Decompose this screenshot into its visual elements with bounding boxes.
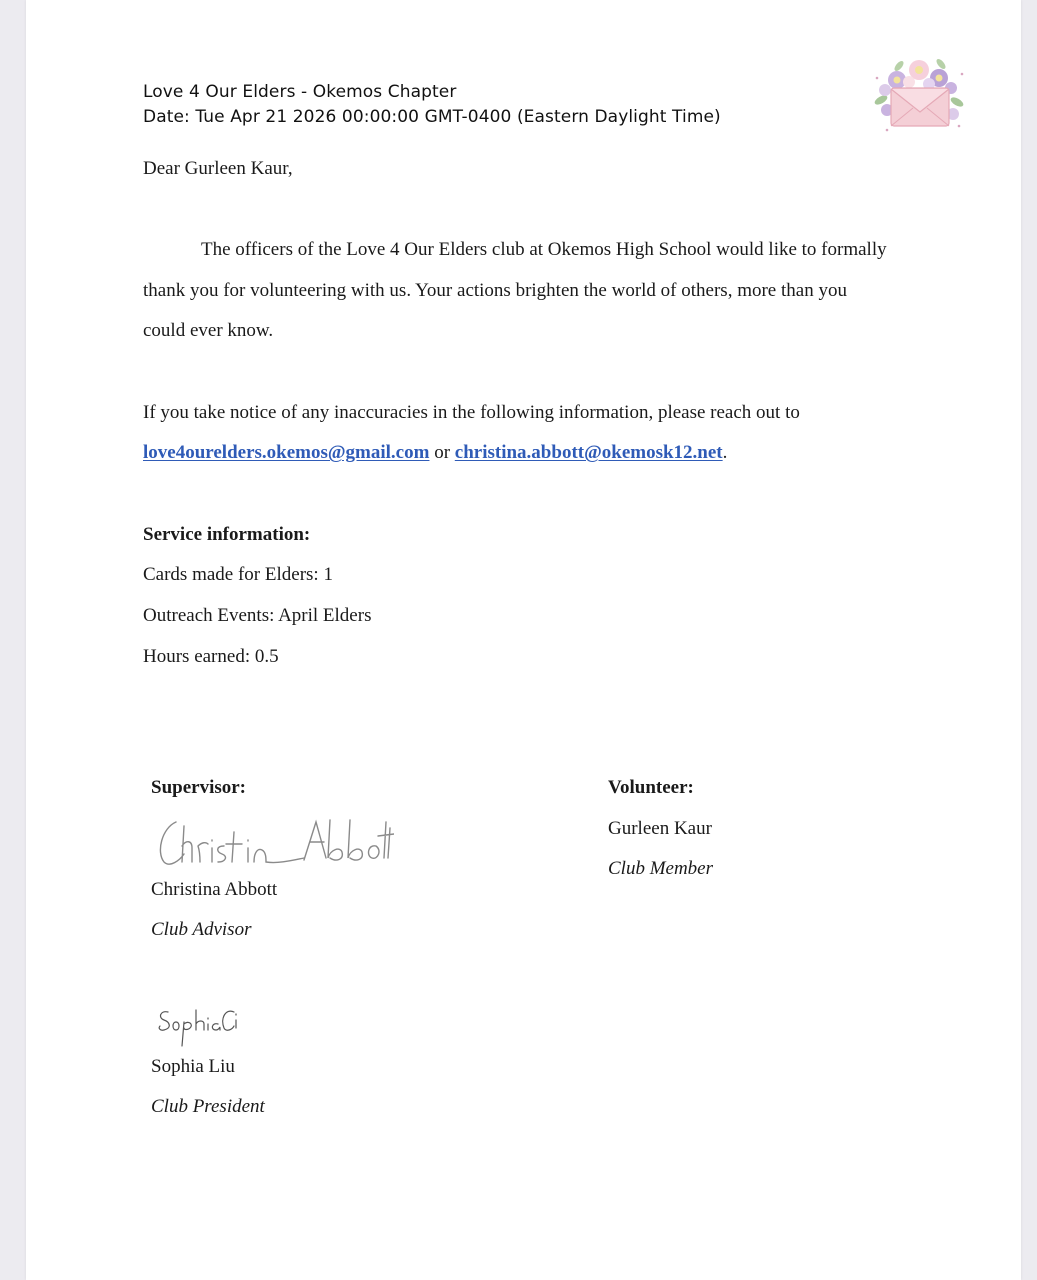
contact-paragraph-line-2 bbox=[143, 442, 727, 464]
president-name: Sophia Liu bbox=[151, 1056, 235, 1077]
or-text: or bbox=[434, 442, 451, 463]
org-name: Love 4 Our Elders - Okemos Chapter bbox=[143, 82, 457, 102]
volunteer-title: Club Member bbox=[608, 858, 714, 879]
volunteer-heading: Volunteer: bbox=[608, 777, 694, 798]
envelope-flowers-icon bbox=[869, 52, 969, 136]
president-signature bbox=[154, 1004, 238, 1050]
thanks-paragraph-line-2: thank you for volunteering with us. Your actions brighten the world of others, more than you bbox=[143, 280, 847, 301]
club-email-link[interactable]: love4ourelders.okemos@gmail.com bbox=[143, 442, 430, 463]
service-heading: Service information: bbox=[143, 524, 311, 545]
outreach-events: Outreach Events: April Elders bbox=[143, 605, 372, 626]
supervisor-heading: Supervisor: bbox=[151, 777, 246, 798]
letter-page bbox=[26, 0, 1021, 1280]
cards-made: Cards made for Elders: 1 bbox=[143, 564, 333, 585]
supervisor-title: Club Advisor bbox=[151, 919, 252, 940]
volunteer-name: Gurleen Kaur bbox=[608, 818, 712, 839]
thanks-paragraph-line-3: could ever know. bbox=[143, 320, 274, 341]
salutation: Dear Gurleen Kaur, bbox=[143, 158, 293, 179]
advisor-email-link[interactable]: christina.abbott@okemosk12.net bbox=[454, 442, 723, 463]
hours-earned: Hours earned: 0.5 bbox=[143, 646, 279, 667]
letter-date: Date: Tue Apr 21 2026 00:00:00 GMT-0400 (Eastern Daylight Time) bbox=[143, 107, 721, 127]
president-title: Club President bbox=[151, 1096, 265, 1117]
supervisor-name: Christina Abbott bbox=[151, 879, 278, 900]
sentence-period: . bbox=[722, 442, 728, 463]
supervisor-signature bbox=[154, 812, 394, 872]
contact-paragraph-line-1: If you take notice of any inaccuracies in the following information, please reach out to bbox=[143, 402, 800, 423]
thanks-paragraph-line-1: The officers of the Love 4 Our Elders club at Okemos High School would like to formally bbox=[201, 239, 887, 260]
